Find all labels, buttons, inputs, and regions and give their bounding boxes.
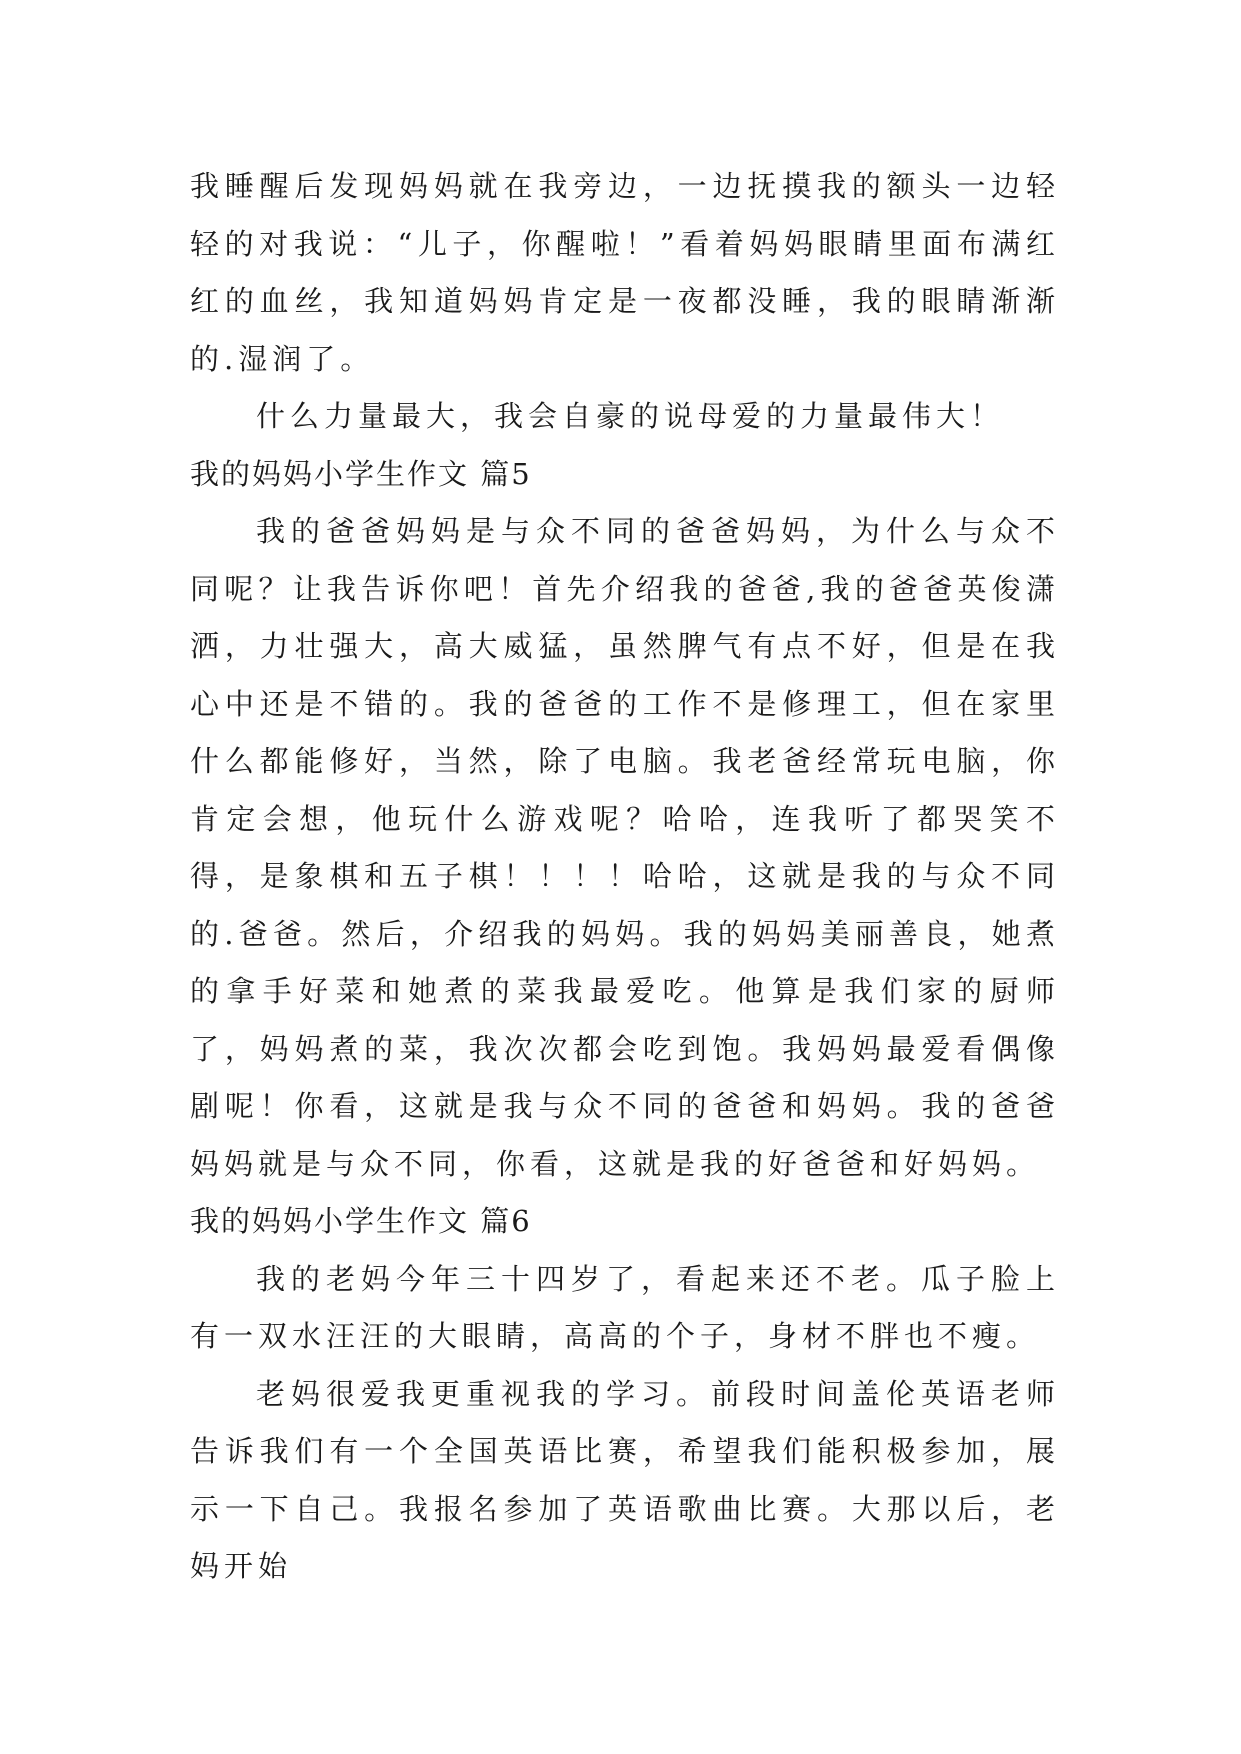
paragraph: 我睡醒后发现妈妈就在我旁边，一边抚摸我的额头一边轻轻的对我说：“儿子，你醒啦！”看着妈妈眼睛里面布满红红的血丝，我知道妈妈肯定是一夜都没睡，我的眼睛渐渐的.湿润了。 <box>190 169 1060 376</box>
paragraph: 我的老妈今年三十四岁了，看起来还不老。瓜子脸上有一双水汪汪的大眼睛，高高的个子，身材不胖也不瘦。 <box>190 1261 1060 1353</box>
section-heading: 我的妈妈小学生作文 篇6 <box>190 1204 532 1238</box>
paragraph: 老妈很爱我更重视我的学习。前段时间盖伦英语老师告诉我们有一个全国英语比赛，希望我们能积极参加，展示一下自己。我报名参加了英语歌曲比赛。大那以后，老妈开始 <box>190 1376 1060 1583</box>
section-heading: 我的妈妈小学生作文 篇5 <box>190 456 532 491</box>
paragraph: 什么力量最大，我会自豪的说母爱的力量最伟大！ <box>256 399 1005 433</box>
document-page <box>190 158 1060 1596</box>
paragraph: 我的爸爸妈妈是与众不同的爸爸妈妈，为什么与众不同呢？让我告诉你吧！首先介绍我的爸爸,我的爸爸英俊潇洒，力壮强大，高大威猛，虽然脾气有点不好，但是在我心中还是不错的。我的爸爸的工作不是修理工，但在家里什么都能修好，当然，除了电脑。我老爸经常玩电脑，你肯定会想，他玩什么游戏呢？哈哈，连我听了都哭笑不得，是象棋和五子棋！！！！哈哈，这就是我的与众不同的.爸爸。然后，介绍我的妈妈。我的妈妈美丽善良，她煮的拿手好菜和她煮的菜我最爱吃。他算是我们家的厨师了，妈妈煮的菜，我次次都会吃到饱。我妈妈最爱看偶像剧呢！你看，这就是我与众不同的爸爸和妈妈。我的爸爸妈妈就是与众不同，你看，这就是我的好爸爸和好妈妈。 <box>190 514 1060 1181</box>
